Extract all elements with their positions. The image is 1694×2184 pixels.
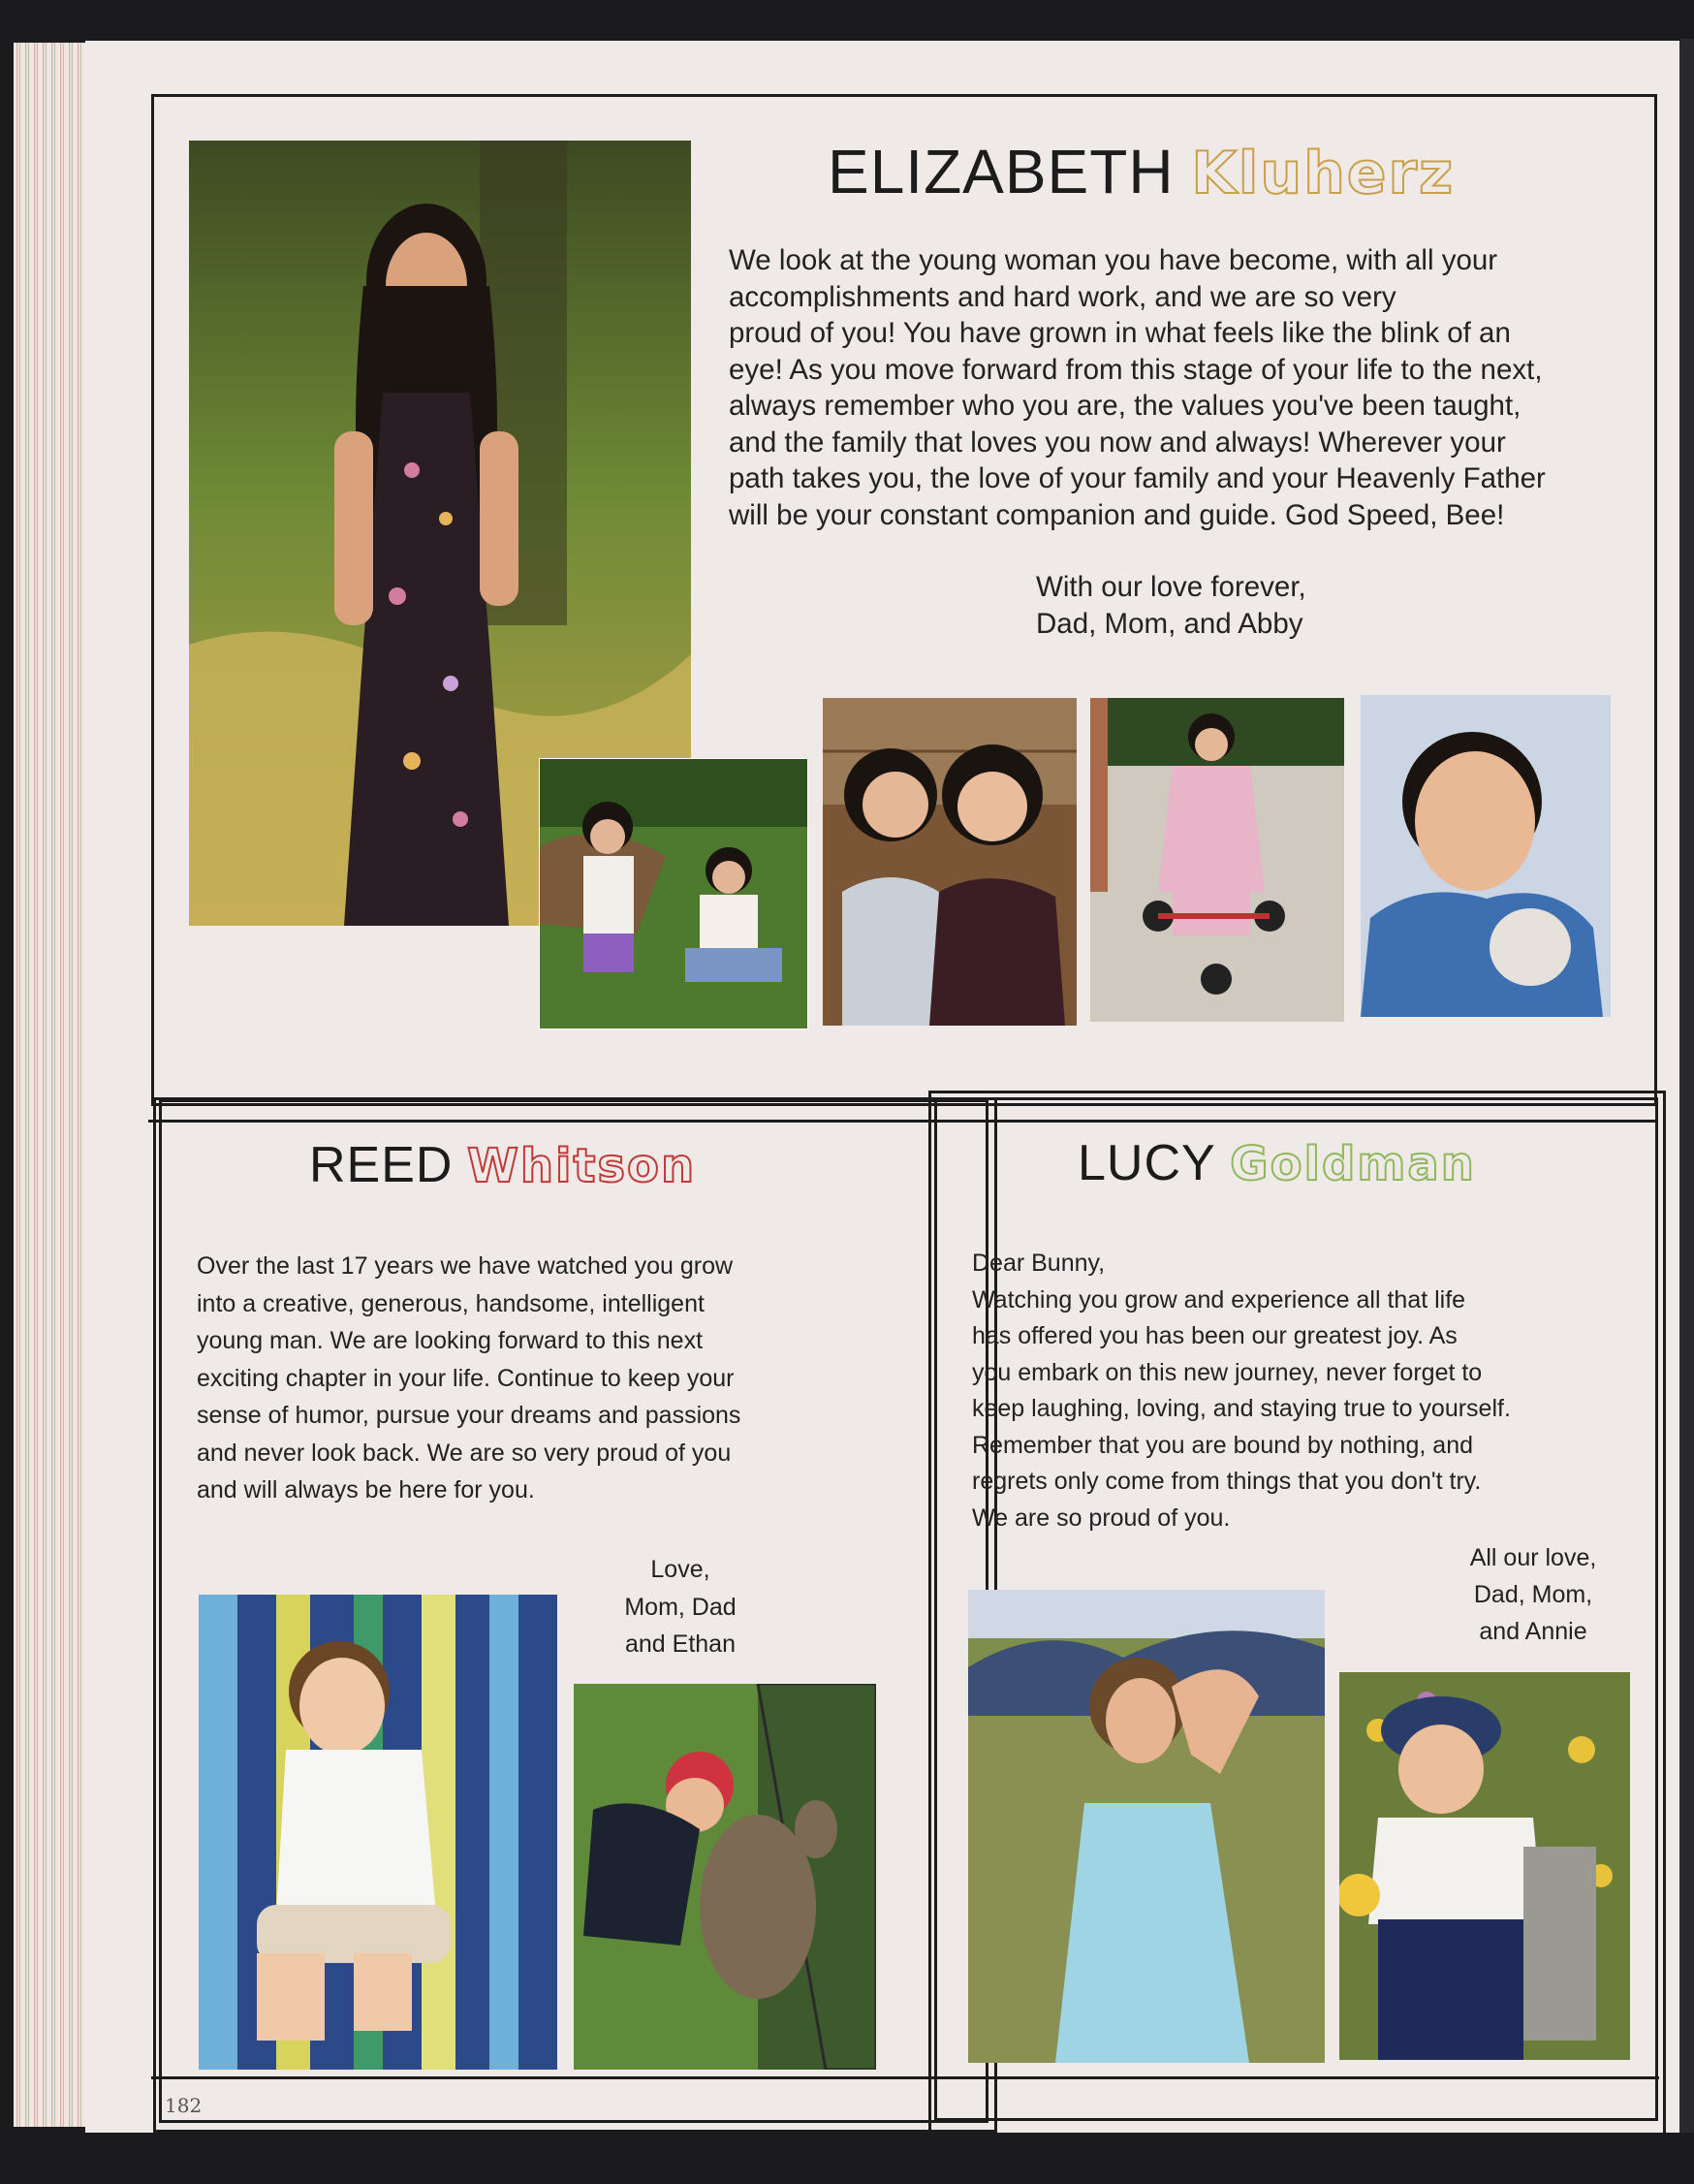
signature-line: Mom, Dad [624,1593,737,1621]
lucy-senior-photo [968,1590,1325,2063]
message-line: has offered you has been our greatest joy. As [972,1322,1458,1349]
message-line: and never look back. We are so very proud of you [197,1439,732,1467]
last-name: Whitson [466,1139,697,1193]
message-line: We are so proud of you. [972,1503,1231,1532]
first-name: ELIZABETH [828,137,1175,206]
message-line: exciting chapter in your life. Continue to keep your [197,1364,735,1392]
message-line: will be your constant companion and guide. God Speed, Bee! [729,498,1505,531]
lucy-inner-panel [934,1097,1658,2121]
signature-line: and Ethan [625,1630,736,1658]
message-line: and the family that loves you now and always! Wherever your [729,426,1506,459]
signature-line: With our love forever, [1036,571,1306,603]
bottom-rule [151,2076,1659,2079]
first-name: REED [309,1137,454,1193]
message-line: sense of humor, pursue your dreams and passions [197,1402,741,1429]
signature-line: and Annie [1479,1618,1587,1645]
message-line: Watching you grow and experience all that life [972,1285,1466,1314]
signature-line: Dad, Mom, [1473,1581,1593,1608]
lucy-message [972,1246,1650,1536]
message-line: proud of you! You have grown in what feels like the blink of an [729,317,1511,349]
last-name: Kluherz [1191,140,1456,207]
lucy-title [1078,1134,1476,1192]
elizabeth-baby-photo [1361,695,1611,1017]
message-line: you embark on this new journey, never forget to [972,1358,1483,1386]
signature-line: Dad, Mom, and Abby [1036,608,1303,640]
reed-title [309,1136,696,1194]
elizabeth-sisters-photo [823,698,1077,1026]
reed-kangaroo-photo [574,1684,876,2070]
elizabeth-toddlers-photo [539,758,808,1029]
message-line: into a creative, generous, handsome, intelligent [197,1289,705,1317]
message-line: path takes you, the love of your family and your Heavenly Father [729,462,1546,494]
elizabeth-panel [151,94,1657,1106]
message-line: We look at the young woman you have become, with all your [729,244,1498,276]
elizabeth-signature [1036,569,1306,643]
message-line: always remember who you are, the values you've been taught, [729,390,1521,422]
reed-signature [598,1551,763,1663]
message-line: Dear Bunny, [972,1250,1106,1277]
message-line: Remember that you are bound by nothing, and [972,1431,1474,1459]
last-name: Goldman [1230,1137,1476,1191]
message-line: and will always be here for you. [197,1476,535,1503]
message-line: regrets only come from things that you don't try. [972,1468,1482,1495]
signature-line: Love, [650,1556,710,1583]
yearbook-page [85,41,1679,2133]
reed-chair-photo [199,1595,557,2070]
reed-inner-panel [159,1099,988,2123]
reed-message [197,1248,953,1509]
message-line: accomplishments and hard work, and we are so very [729,280,1396,313]
elizabeth-message [729,242,1640,533]
message-line: keep laughing, loving, and staying true to yourself. [972,1395,1511,1422]
elizabeth-tricycle-photo [1090,698,1344,1022]
lucy-signature [1451,1539,1616,1650]
page-number: 182 [165,2094,203,2117]
message-line: eye! As you move forward from this stage of your life to the next, [729,353,1543,386]
next-page-edge [1679,39,1694,2133]
message-line: Over the last 17 years we have watched you grow [197,1252,734,1280]
lucy-baby-photo [1339,1672,1630,2060]
signature-line: All our love, [1469,1544,1597,1571]
first-name: LUCY [1078,1135,1216,1191]
message-line: young man. We are looking forward to this next [197,1327,704,1354]
elizabeth-title [828,136,1455,207]
